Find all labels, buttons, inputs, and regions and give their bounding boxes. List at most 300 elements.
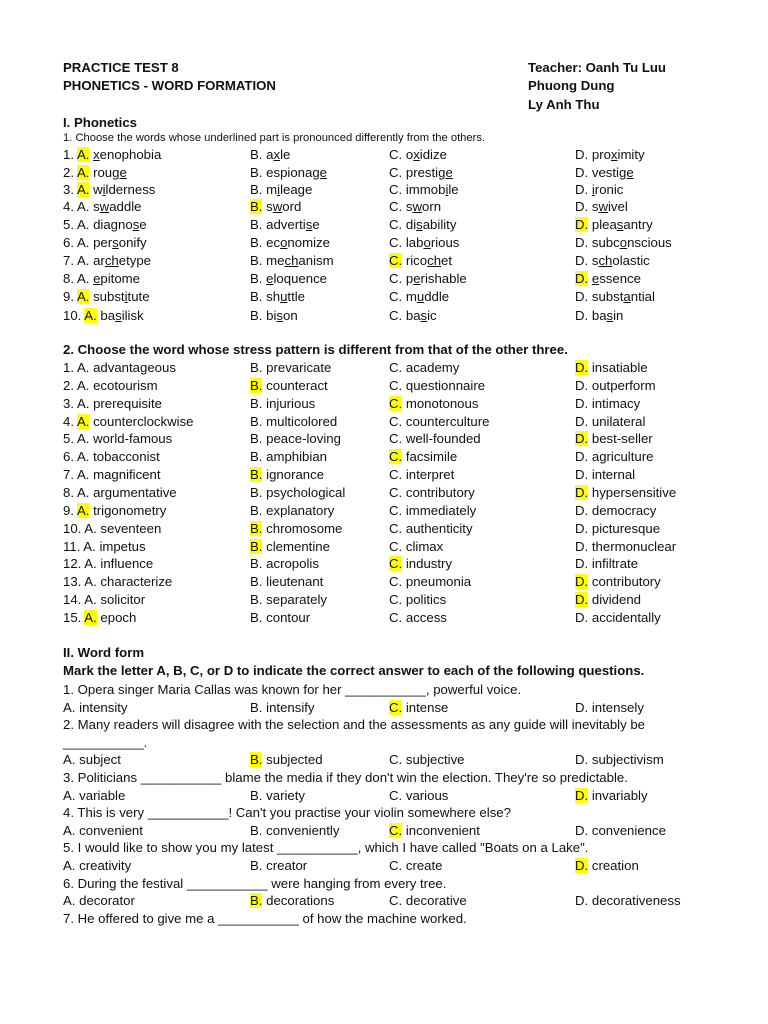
word-form-q2-stem: 2. Many readers will disagree with the selection and the assessments as any guide will inevitably be	[63, 717, 646, 733]
p1-q10-option-b	[250, 307, 298, 324]
option-word: decorative	[405, 893, 467, 909]
word-suffix: nscious	[627, 235, 672, 250]
p2-q2-option-d	[575, 377, 656, 394]
option-letter: B.	[250, 699, 263, 715]
option-letter: C.	[389, 484, 403, 500]
p1-q5-option-a	[63, 216, 147, 233]
option-word: peace-loving	[266, 431, 341, 447]
option-letter: D.	[575, 165, 589, 180]
option-letter: B.	[250, 182, 263, 197]
underlined-part: s	[115, 308, 122, 323]
option-letter: D.	[575, 787, 589, 803]
underlined-part: i	[277, 182, 281, 197]
question-number: 5.	[63, 431, 74, 447]
word-prefix: subst	[93, 289, 125, 304]
word-form-q2-option-b	[250, 751, 323, 768]
p1-q9-option-b	[250, 288, 305, 305]
question-number: 4.	[63, 413, 74, 429]
part2-instruction: 2. Choose the word whose stress pattern is different from that of the other three.	[63, 342, 568, 357]
p2-q4-option-b	[250, 413, 337, 430]
question-number: 1.	[63, 360, 74, 375]
option-word: seventeen	[100, 520, 162, 536]
option-letter: D.	[575, 431, 589, 447]
underlined-part: s	[276, 308, 283, 323]
option-letter: A.	[63, 787, 76, 803]
word-prefix: ba	[100, 308, 116, 323]
option-word: convenient	[79, 822, 143, 838]
word-suffix: ilisk	[121, 308, 144, 323]
option-word: interpret	[405, 467, 455, 483]
option-letter: D.	[575, 592, 589, 608]
question-number: 2.	[63, 165, 74, 180]
option-word: intensity	[79, 699, 128, 715]
option-word: monotonous	[405, 395, 479, 411]
question-number: 6.	[63, 449, 74, 465]
p1-q5-option-d	[575, 216, 653, 233]
option-word: psychological	[266, 484, 346, 500]
word-form-q3-option-b	[250, 787, 305, 804]
option-letter: D.	[575, 235, 589, 250]
p1-q5-option-b	[250, 216, 320, 233]
question-number: 6.	[63, 235, 74, 250]
option-letter: A.	[76, 413, 90, 429]
option-word: intensify	[266, 699, 315, 715]
word-form-q3-option-d	[575, 787, 648, 804]
option-word: internal	[591, 467, 636, 483]
p2-q4-option-d	[575, 413, 645, 430]
option-letter: D.	[575, 308, 589, 323]
word-form-q6-option-d	[575, 892, 681, 909]
option-word: creation	[591, 858, 639, 873]
word-suffix: orn	[421, 199, 442, 214]
p1-q9-option-c	[389, 288, 449, 305]
option-word: pneumonia	[405, 574, 472, 590]
option-word: prerequisite	[93, 395, 162, 411]
word-form-q4-option-d	[575, 822, 666, 839]
option-word: trigonometry	[93, 502, 167, 518]
word-prefix: ec	[266, 235, 281, 250]
option-letter: A.	[76, 217, 90, 232]
option-letter: B.	[250, 253, 263, 268]
word-prefix: subc	[591, 235, 620, 250]
option-letter: A.	[63, 752, 76, 768]
word-suffix: le	[448, 182, 459, 197]
option-letter: A.	[63, 699, 76, 715]
option-letter: C.	[389, 413, 403, 429]
option-word: invariably	[591, 787, 648, 803]
p2-q11-option-b	[250, 538, 330, 555]
word-prefix: m	[405, 289, 417, 304]
option-letter: D.	[575, 893, 589, 909]
option-word: create	[405, 858, 443, 873]
option-letter: C.	[389, 235, 403, 250]
word-prefix: o	[405, 147, 414, 162]
option-word: outperform	[591, 377, 656, 393]
option-letter: B.	[250, 413, 263, 429]
underlined-part: ch	[427, 253, 442, 268]
p2-q13-option-b	[250, 573, 323, 590]
underlined-part: ch	[598, 253, 613, 268]
word-prefix: ba	[405, 308, 421, 323]
question-number: 8.	[63, 484, 74, 500]
option-letter: D.	[575, 699, 589, 715]
question-number: 8.	[63, 271, 74, 286]
underlined-part: w	[412, 199, 422, 214]
word-suffix: pitome	[100, 271, 141, 286]
p2-q2-option-c	[389, 377, 485, 394]
question-number: 9.	[63, 502, 74, 518]
option-word: intense	[405, 699, 449, 715]
p2-q11-option-d	[575, 538, 676, 555]
p2-q3-option-c	[389, 395, 478, 412]
underlined-part: e	[591, 271, 600, 286]
word-form-q1-stem: 1. Opera singer Maria Callas was known for her ___________, powerful voice.	[63, 682, 522, 697]
underlined-part: x	[610, 147, 618, 162]
option-letter: C.	[389, 360, 403, 375]
p2-q5-option-d	[575, 430, 653, 447]
word-form-q4-option-a	[63, 822, 143, 839]
word-form-q4-option-b	[250, 822, 339, 839]
p2-q1-option-c	[389, 359, 459, 376]
option-word: democracy	[591, 502, 657, 518]
option-word: industry	[405, 556, 453, 572]
option-letter: A.	[63, 893, 76, 909]
word-suffix: onify	[118, 235, 147, 250]
p1-q8-option-c	[389, 270, 467, 287]
p1-q10-option-a	[63, 307, 144, 324]
option-letter: B.	[250, 147, 263, 162]
p2-q12-option-c	[389, 555, 452, 572]
option-word: solicitor	[100, 592, 146, 608]
option-letter: A.	[76, 502, 90, 518]
word-prefix: a	[266, 147, 274, 162]
p2-q13-option-a	[63, 573, 172, 590]
option-letter: B.	[250, 556, 263, 572]
p2-q6-option-a	[63, 448, 160, 465]
word-form-q1-option-b	[250, 699, 315, 716]
option-letter: B.	[250, 787, 263, 803]
p1-q2-option-a	[63, 164, 127, 181]
option-letter: A.	[76, 395, 90, 411]
p2-q6-option-c	[389, 448, 457, 465]
p1-q1-option-a	[63, 146, 161, 163]
option-word: contributory	[405, 484, 475, 500]
option-letter: D.	[575, 449, 589, 465]
p1-q7-option-d	[575, 252, 650, 269]
underlined-part: w	[272, 199, 283, 214]
p2-q14-option-a	[63, 591, 145, 608]
p2-q3-option-a	[63, 395, 162, 412]
word-prefix: plea	[591, 217, 617, 232]
option-letter: B.	[250, 217, 263, 232]
option-word: magnificent	[93, 467, 161, 483]
option-letter: C.	[389, 699, 403, 715]
p2-q15-option-b	[250, 609, 310, 626]
word-prefix: vesti	[591, 165, 619, 180]
option-letter: A.	[76, 235, 90, 250]
underlined-part: u	[280, 289, 288, 304]
p2-q7-option-c	[389, 466, 454, 483]
question-number: 10.	[63, 520, 82, 536]
option-letter: C.	[389, 752, 403, 768]
option-letter: D.	[575, 752, 589, 768]
word-suffix: e	[139, 217, 147, 232]
underlined-part: s	[616, 217, 624, 232]
p1-q1-option-d	[575, 146, 645, 163]
p2-q9-option-b	[250, 502, 334, 519]
word-suffix: ttle	[287, 289, 306, 304]
option-letter: C.	[389, 858, 403, 873]
p2-q10-option-c	[389, 520, 473, 537]
option-word: unilateral	[591, 413, 646, 429]
section-heading-word-form: II. Word form	[63, 645, 145, 660]
word-prefix: di	[405, 217, 417, 232]
word-prefix: bi	[266, 308, 277, 323]
word-prefix: s	[405, 199, 413, 214]
word-suffix: etype	[118, 253, 152, 268]
option-word: questionnaire	[405, 377, 486, 393]
word-prefix: w	[93, 182, 103, 197]
word-suffix: antry	[623, 217, 653, 232]
option-letter: D.	[575, 271, 589, 286]
question-number: 3.	[63, 395, 74, 411]
option-letter: B.	[250, 467, 263, 483]
underlined-part: a	[623, 289, 631, 304]
option-letter: B.	[250, 752, 263, 768]
option-letter: B.	[250, 484, 263, 500]
underlined-part: x	[93, 147, 100, 162]
option-letter: A.	[63, 858, 76, 873]
word-form-q5-option-b	[250, 857, 307, 874]
option-letter: C.	[389, 787, 403, 803]
option-letter: C.	[389, 308, 403, 323]
p2-q6-option-d	[575, 448, 653, 465]
question-number: 5.	[63, 217, 74, 232]
p2-q5-option-a	[63, 430, 172, 447]
word-form-q6-option-c	[389, 892, 467, 909]
option-letter: B.	[250, 199, 263, 214]
option-word: acropolis	[266, 556, 319, 572]
question-number: 12.	[63, 556, 82, 572]
option-letter: B.	[250, 538, 263, 554]
word-form-q2-option-d	[575, 751, 664, 768]
p1-q9-option-a	[63, 288, 150, 305]
option-letter: A.	[76, 199, 90, 214]
underlined-part: u	[416, 289, 425, 304]
p1-q4-option-a	[63, 198, 141, 215]
option-letter: A.	[76, 165, 90, 180]
option-letter: D.	[575, 484, 589, 500]
option-letter: C.	[389, 556, 403, 572]
underlined-part: s	[112, 235, 119, 250]
word-suffix: rishable	[420, 271, 467, 286]
underlined-part: s	[132, 217, 140, 232]
p1-q6-option-c	[389, 234, 459, 251]
option-word: subjective	[405, 752, 465, 768]
p2-q7-option-b	[250, 466, 324, 483]
p2-q9-option-d	[575, 502, 656, 519]
option-letter: A.	[84, 592, 97, 608]
option-word: lieutenant	[266, 574, 324, 590]
p2-q13-option-d	[575, 573, 661, 590]
word-suffix: loquence	[273, 271, 328, 286]
underlined-part: s	[416, 217, 423, 232]
p2-q7-option-a	[63, 466, 161, 483]
option-letter: A.	[76, 431, 90, 447]
option-word: subject	[79, 752, 121, 768]
p2-q13-option-c	[389, 573, 471, 590]
p1-q6-option-b	[250, 234, 330, 251]
option-word: hypersensitive	[591, 484, 677, 500]
p2-q10-option-b	[250, 520, 342, 537]
option-letter: D.	[575, 467, 589, 483]
option-letter: D.	[575, 520, 589, 536]
question-number: 4.	[63, 199, 74, 214]
option-letter: D.	[575, 253, 589, 268]
option-word: prevaricate	[266, 360, 332, 375]
option-letter: D.	[575, 147, 589, 162]
word-form-q6-option-b	[250, 892, 334, 909]
word-suffix: ord	[282, 199, 302, 214]
p1-q7-option-c	[389, 252, 452, 269]
option-word: facsimile	[405, 449, 458, 465]
option-letter: C.	[389, 395, 403, 411]
word-form-q4-option-c	[389, 822, 480, 839]
option-letter: D.	[575, 395, 589, 411]
option-letter: B.	[250, 271, 263, 286]
option-word: immediately	[405, 502, 477, 518]
p1-q1-option-c	[389, 146, 447, 163]
p1-q6-option-a	[63, 234, 147, 251]
option-letter: C.	[389, 431, 403, 447]
option-word: injurious	[266, 395, 316, 411]
word-prefix: s	[591, 199, 599, 214]
p2-q4-option-a	[63, 413, 194, 430]
option-letter: A.	[76, 449, 90, 465]
option-word: decorator	[79, 893, 135, 909]
underlined-part: o	[619, 235, 628, 250]
word-prefix: espiona	[266, 165, 313, 180]
option-letter: A.	[84, 520, 97, 536]
option-letter: A.	[76, 147, 90, 162]
option-word: variety	[266, 787, 305, 803]
option-letter: C.	[389, 449, 403, 465]
p2-q7-option-d	[575, 466, 635, 483]
option-letter: B.	[250, 858, 263, 873]
option-word: ecotourism	[93, 377, 158, 393]
option-letter: C.	[389, 822, 403, 838]
option-word: contour	[266, 609, 311, 625]
option-letter: D.	[575, 413, 589, 429]
teacher-line-1: Teacher: Oanh Tu Luu	[528, 60, 666, 75]
option-letter: A.	[76, 253, 90, 268]
word-form-q4-stem: 4. This is very ___________! Can't you practise your violin somewhere else?	[63, 805, 511, 821]
option-letter: B.	[250, 574, 263, 590]
option-letter: D.	[575, 502, 589, 518]
option-letter: C.	[389, 520, 403, 536]
word-suffix: in	[613, 308, 624, 323]
option-word: inconvenient	[405, 822, 480, 838]
word-form-q3-stem: 3. Politicians ___________ blame the media if they don't win the election. They're so predictable.	[63, 770, 628, 785]
p2-q2-option-b	[250, 377, 328, 394]
option-letter: A.	[76, 289, 90, 304]
option-word: convenience	[591, 822, 666, 838]
option-letter: A.	[84, 574, 97, 590]
underlined-part: ch	[284, 253, 299, 268]
word-prefix: s	[266, 199, 273, 214]
option-word: multicolored	[266, 413, 338, 429]
word-prefix: p	[405, 271, 414, 286]
option-letter: C.	[389, 147, 403, 162]
option-letter: C.	[389, 609, 403, 625]
underlined-part: ge	[112, 165, 127, 180]
option-word: accidentally	[591, 609, 661, 625]
word-suffix: le	[280, 147, 291, 162]
p1-q3-option-b	[250, 181, 312, 198]
option-letter: B.	[250, 431, 263, 447]
option-word: thermonuclear	[591, 538, 677, 554]
word-suffix: ronic	[594, 182, 624, 197]
underlined-part: ge	[618, 165, 634, 180]
word-prefix: rou	[93, 165, 113, 180]
question-number: 9.	[63, 289, 74, 304]
word-form-q5-option-c	[389, 857, 443, 874]
underlined-part: i	[124, 289, 128, 304]
word-form-q2-stem-cont: ___________.	[63, 734, 148, 750]
option-word: explanatory	[266, 502, 335, 518]
option-letter: D.	[575, 182, 589, 197]
word-form-q6-stem: 6. During the festival ___________ were hanging from every tree.	[63, 875, 447, 891]
option-word: counteract	[266, 377, 328, 393]
test-subtitle: PHONETICS - WORD FORMATION	[63, 78, 276, 93]
section-heading-phonetics: I. Phonetics	[63, 115, 138, 130]
option-letter: B.	[250, 377, 263, 393]
underlined-part: s	[420, 308, 428, 323]
p1-q8-option-b	[250, 270, 327, 287]
test-title: PRACTICE TEST 8	[63, 60, 179, 75]
word-suffix: anism	[298, 253, 334, 268]
p2-q1-option-b	[250, 359, 331, 376]
word-prefix: lab	[405, 235, 424, 250]
option-letter: C.	[389, 182, 403, 197]
option-letter: B.	[250, 609, 263, 625]
option-word: infiltrate	[591, 556, 639, 572]
option-word: influence	[100, 556, 154, 572]
option-letter: D.	[575, 289, 589, 304]
option-letter: C.	[389, 217, 403, 232]
option-word: clementine	[266, 538, 330, 554]
question-number: 14.	[63, 592, 82, 608]
p2-q8-option-a	[63, 484, 177, 501]
word-prefix: sh	[266, 289, 281, 304]
p1-q7-option-a	[63, 252, 151, 269]
word-form-q3-option-a	[63, 787, 125, 804]
question-number: 11.	[63, 538, 81, 554]
underlined-part: ge	[438, 165, 453, 180]
option-letter: A.	[76, 377, 90, 393]
p1-q8-option-a	[63, 270, 140, 287]
word-form-q6-option-a	[63, 892, 135, 909]
option-letter: C.	[389, 199, 403, 214]
question-number: 7.	[63, 253, 74, 268]
word-prefix: presti	[405, 165, 439, 180]
word-form-q2-option-c	[389, 751, 465, 768]
p1-q4-option-d	[575, 198, 628, 215]
option-word: characterize	[100, 574, 173, 590]
p2-q2-option-a	[63, 377, 158, 394]
option-letter: C.	[389, 502, 403, 518]
underlined-part: e	[266, 271, 274, 286]
